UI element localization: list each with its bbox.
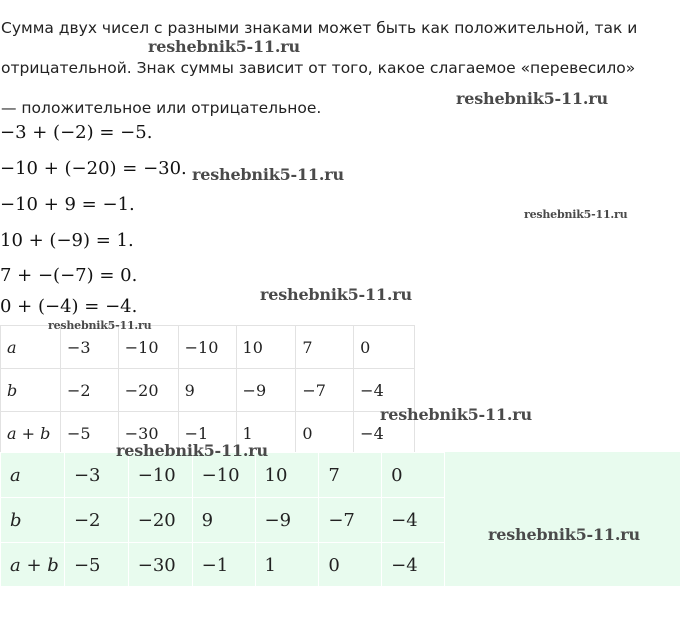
paragraph-line-2: отрицательной. Знак суммы зависит от того, какое слагаемое «перевесило» <box>1 59 636 77</box>
table-cell: a + b <box>1 412 61 455</box>
equation-4: 10 + (−9) = 1. <box>0 230 134 251</box>
table-cell: b <box>1 498 65 543</box>
table-cell: −10 <box>192 453 255 498</box>
watermark: reshebnik5-11.ru <box>192 165 344 184</box>
table-cell: a <box>1 453 65 498</box>
table-cell: 0 <box>354 326 415 369</box>
table-cell: b <box>1 369 61 412</box>
table-cell: 0 <box>319 543 382 588</box>
table-cell: −5 <box>64 543 128 588</box>
paragraph-line-3: — положительное или отрицательное. <box>1 99 322 117</box>
table-cell: 0 <box>296 412 354 455</box>
table-cell: −2 <box>60 369 118 412</box>
table-cell: −5 <box>60 412 118 455</box>
watermark: reshebnik5-11.ru <box>488 525 640 544</box>
table-cell: −1 <box>192 543 255 588</box>
table-cell: −20 <box>118 369 178 412</box>
sum-table-highlighted <box>0 452 445 588</box>
watermark: reshebnik5-11.ru <box>260 285 412 304</box>
equation-2: −10 + (−20) = −30. <box>0 158 187 179</box>
table-cell: −9 <box>236 369 296 412</box>
table-cell: −3 <box>60 326 118 369</box>
watermark: reshebnik5-11.ru <box>48 319 152 332</box>
table-row <box>1 498 445 543</box>
sum-table <box>0 325 415 455</box>
table-cell: −30 <box>128 543 192 588</box>
table-cell: 9 <box>192 498 255 543</box>
table-cell: −4 <box>382 498 445 543</box>
table-cell: −4 <box>354 369 415 412</box>
watermark: reshebnik5-11.ru <box>116 441 268 460</box>
table-cell: 10 <box>236 326 296 369</box>
equation-5: 7 + −(−7) = 0. <box>0 265 138 286</box>
table-row <box>1 369 415 412</box>
table-row <box>1 543 445 588</box>
watermark: reshebnik5-11.ru <box>456 89 608 108</box>
table-cell: 7 <box>319 453 382 498</box>
table-cell: 10 <box>255 453 319 498</box>
table-cell: 0 <box>382 453 445 498</box>
table-cell: −9 <box>255 498 319 543</box>
table-cell: 1 <box>255 543 319 588</box>
table-cell: −3 <box>64 453 128 498</box>
table-cell: −4 <box>354 412 415 455</box>
table-cell: a <box>1 326 61 369</box>
table-cell: −1 <box>178 412 236 455</box>
table-cell: −7 <box>296 369 354 412</box>
table-cell: −30 <box>118 412 178 455</box>
table-cell: −10 <box>118 326 178 369</box>
paragraph-line-1: Сумма двух чисел с разными знаками может быть как положительной, так и <box>1 19 638 37</box>
equation-6: 0 + (−4) = −4. <box>0 296 138 317</box>
table-cell: 9 <box>178 369 236 412</box>
table-cell: 7 <box>296 326 354 369</box>
table-cell: −2 <box>64 498 128 543</box>
table-cell: −20 <box>128 498 192 543</box>
table-cell: a + b <box>1 543 65 588</box>
table-cell: −10 <box>128 453 192 498</box>
table-cell: 1 <box>236 412 296 455</box>
watermark: reshebnik5-11.ru <box>524 208 628 221</box>
table-cell: −10 <box>178 326 236 369</box>
watermark: reshebnik5-11.ru <box>380 405 532 424</box>
equation-3: −10 + 9 = −1. <box>0 194 135 215</box>
equation-1: −3 + (−2) = −5. <box>0 122 153 143</box>
table-cell: −4 <box>382 543 445 588</box>
watermark: reshebnik5-11.ru <box>148 37 300 56</box>
table-cell: −7 <box>319 498 382 543</box>
